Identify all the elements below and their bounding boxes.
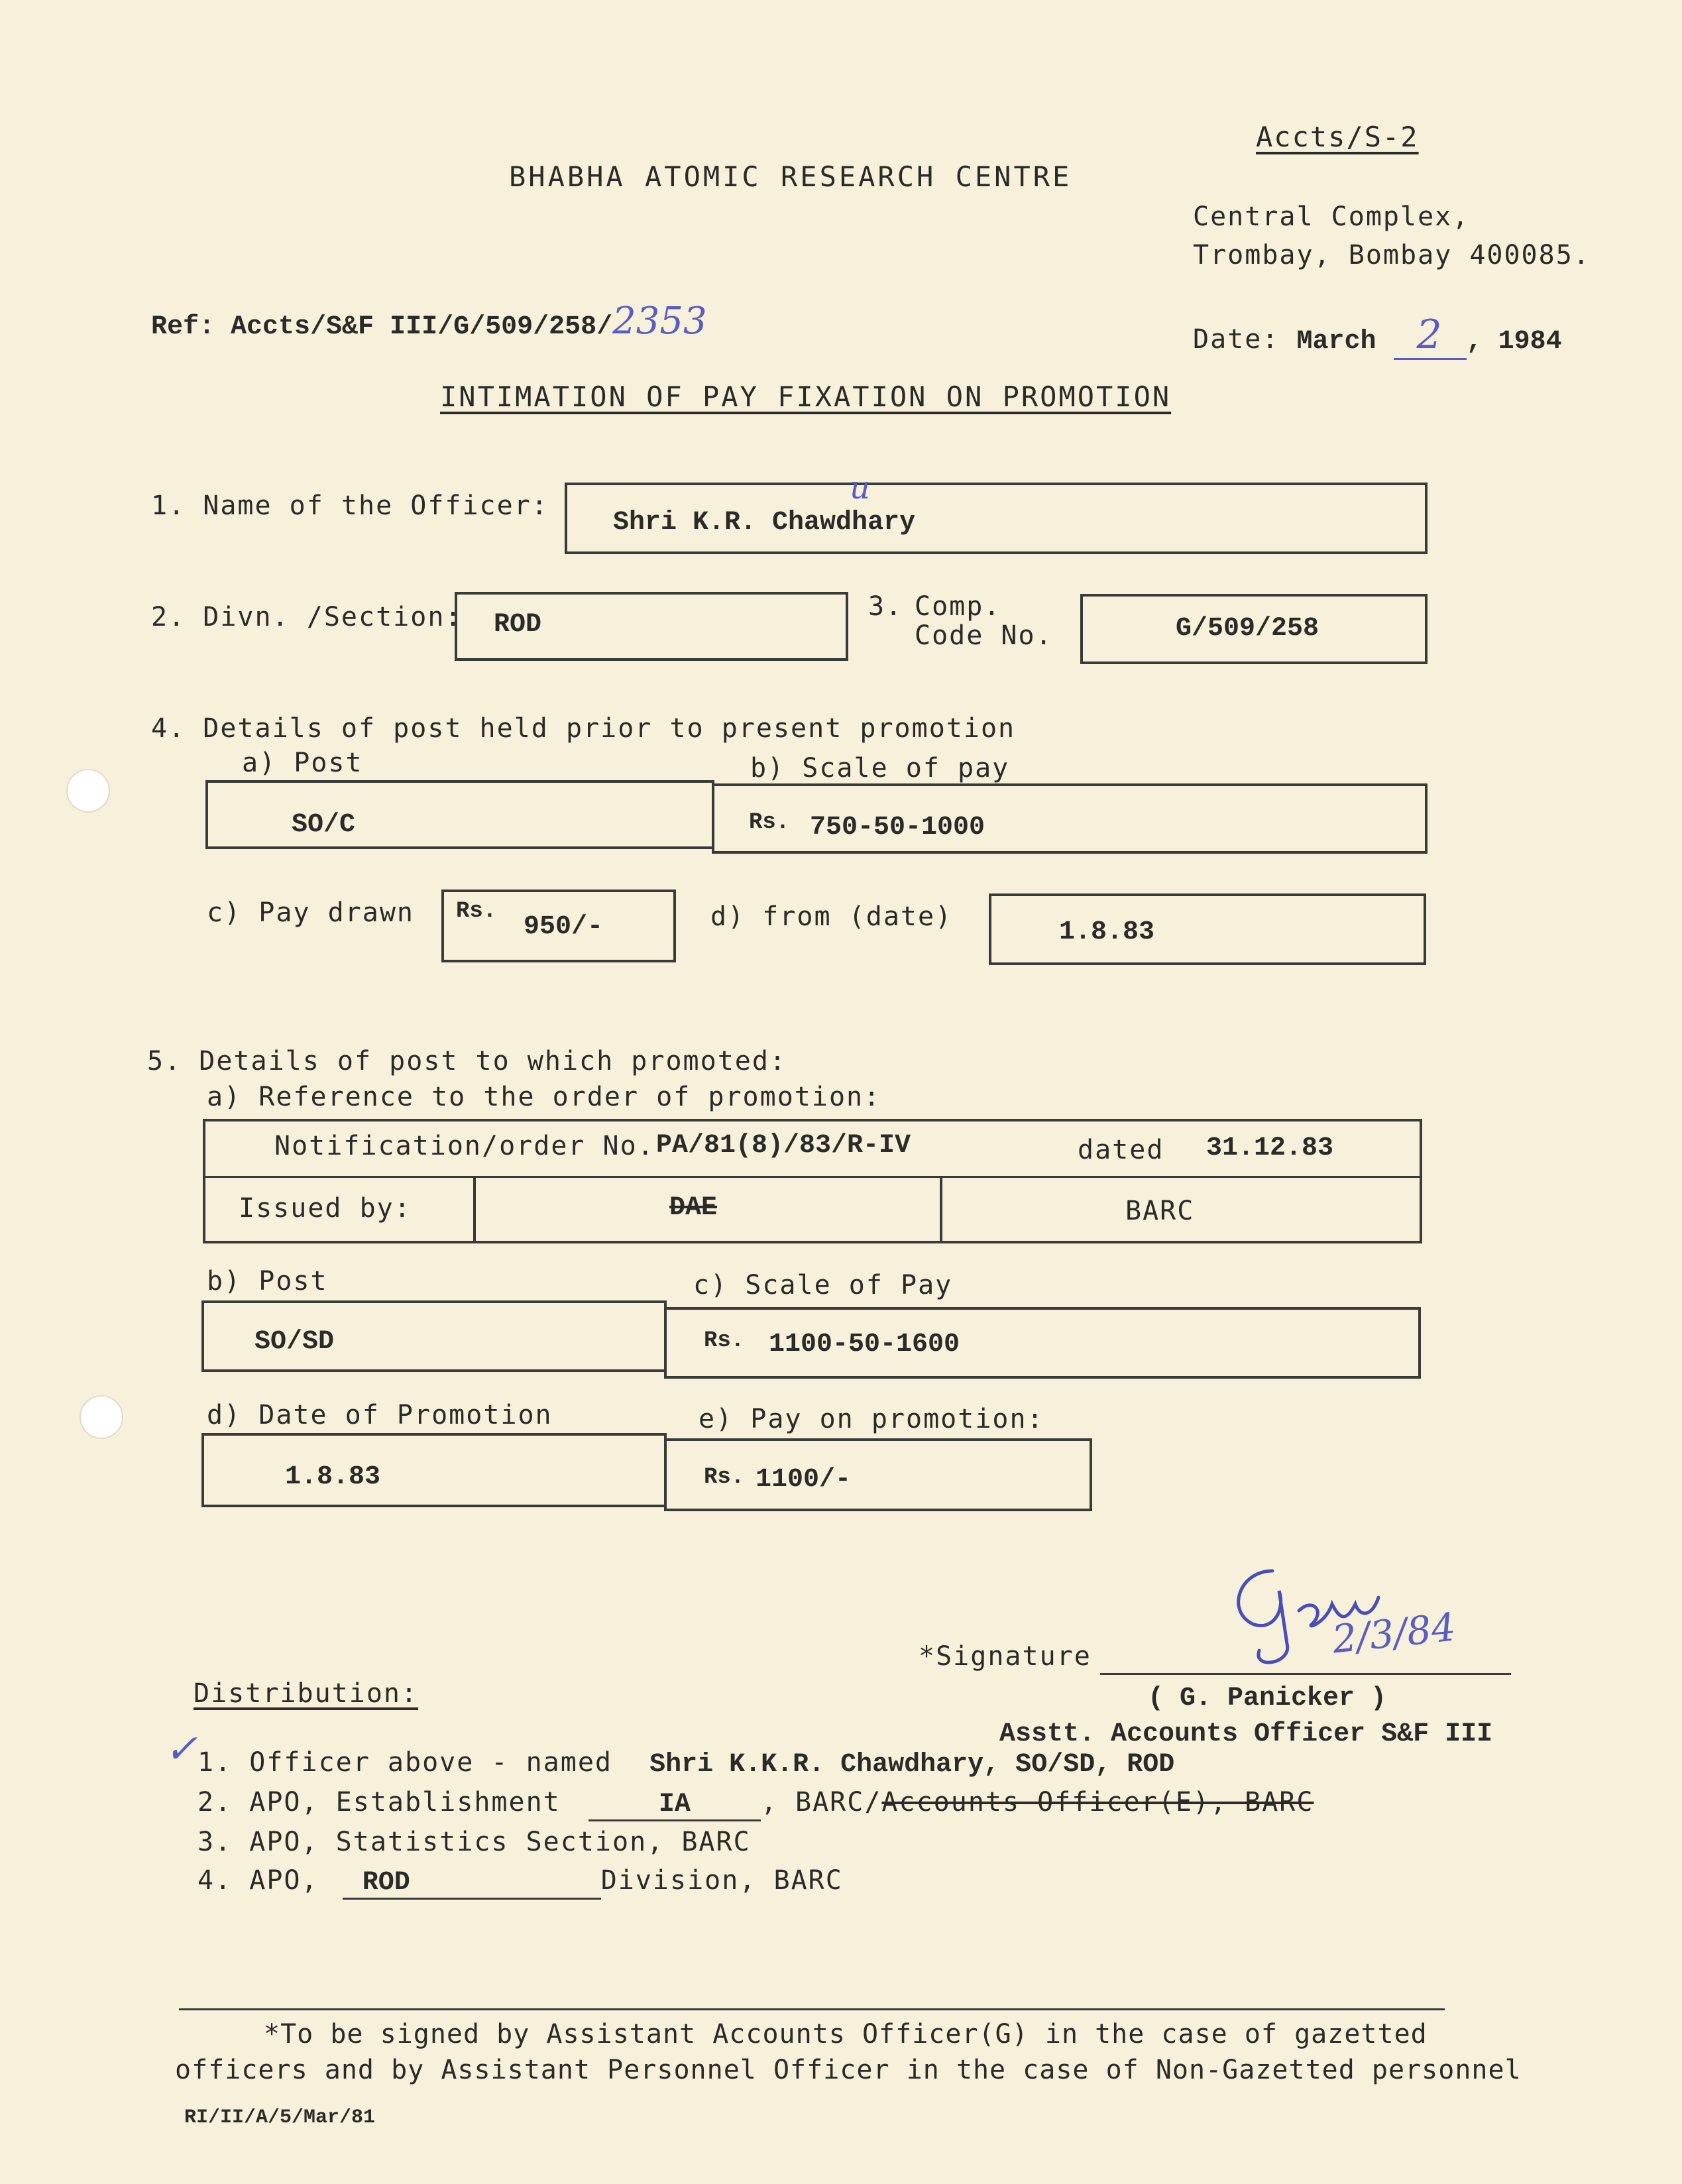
promoted-post-value: SO/SD [254, 1327, 335, 1357]
signature-label: *Signature [919, 1641, 1092, 1672]
date-day-handwritten: 2 [1394, 312, 1467, 360]
punch-hole-bottom [80, 1395, 123, 1439]
footer-form-ref: RI/II/A/5/Mar/81 [184, 2106, 376, 2129]
footer-rule [179, 2008, 1445, 2010]
promotion-pay-label: e) Pay on promotion: [699, 1404, 1044, 1434]
distribution-item-2: 2. APO, Establishment IA , BARC/Accounts Officer(E), BARC [197, 1787, 1314, 1821]
distribution-item-2-fill: IA [589, 1790, 761, 1821]
signatory-name: ( G. Panicker ) [1148, 1684, 1387, 1713]
form-code: Accts/S-2 [1256, 121, 1419, 153]
signatory-designation: Asstt. Accounts Officer S&F III [999, 1719, 1493, 1749]
pay-drawn-rs: Rs. [456, 899, 497, 924]
comp-code-value: G/509/258 [1176, 614, 1319, 644]
divn-label: 2. Divn. /Section: [151, 602, 463, 632]
divn-value: ROD [494, 610, 542, 640]
prior-post-box [205, 780, 714, 849]
promoted-scale-value: 1100-50-1600 [769, 1330, 960, 1359]
address-line1: Central Complex, [1193, 201, 1470, 232]
promotion-date-box [201, 1433, 667, 1507]
notification-value: PA/81(8)/83/R-IV [656, 1131, 911, 1161]
promotion-pay-rs: Rs. [704, 1465, 745, 1490]
notification-label: Notification/order No. [274, 1131, 655, 1161]
distribution-item-4-fill: ROD [343, 1868, 601, 1900]
dated-value: 31.12.83 [1206, 1133, 1334, 1163]
date-row: Date: March 2 , 1984 [1193, 312, 1562, 360]
from-date-box [989, 893, 1426, 965]
prior-scale-label: b) Scale of pay [750, 753, 1010, 783]
from-date-value: 1.8.83 [1059, 917, 1155, 947]
comp-label-line2: Code No. [915, 620, 1053, 651]
prior-post-heading: 4. Details of post held prior to present promotion [151, 713, 1016, 744]
promotion-pay-value: 1100/- [756, 1465, 852, 1495]
comp-label-num: 3. [868, 591, 903, 622]
issued-by-struck: DAE [669, 1193, 718, 1223]
issued-by-value: BARC [1125, 1196, 1195, 1226]
org-name: BHABHA ATOMIC RESEARCH CENTRE [509, 160, 1072, 193]
prior-scale-value: 750-50-1000 [810, 813, 985, 842]
from-date-label: d) from (date) [710, 901, 953, 932]
issued-by-label: Issued by: [239, 1193, 412, 1224]
pay-drawn-value: 950/- [524, 912, 604, 942]
prior-scale-rs: Rs. [749, 810, 790, 835]
comp-label-line1: Comp. [915, 591, 1001, 622]
officer-name-correction: u [850, 469, 870, 506]
address-line2: Trombay, Bombay 400085. [1193, 240, 1591, 270]
promotion-date-label: d) Date of Promotion [207, 1400, 553, 1430]
punch-hole-top [66, 769, 110, 813]
distribution-item-3: 3. APO, Statistics Section, BARC [197, 1827, 751, 1857]
form-title: INTIMATION OF PAY FIXATION ON PROMOTION [440, 380, 1172, 413]
distribution-item-1: 1. Officer above - named Shri K.K.R. Chawdhary, SO/SD, ROD [197, 1747, 1175, 1780]
prior-post-label: a) Post [242, 748, 363, 778]
promoted-scale-rs: Rs. [704, 1328, 745, 1353]
prior-post-value: SO/C [292, 810, 356, 840]
distribution-item-1-fill: Shri K.K.R. Chawdhary, SO/SD, ROD [649, 1750, 1175, 1780]
promoted-scale-label: c) Scale of Pay [693, 1270, 953, 1300]
promoted-post-label: b) Post [207, 1266, 328, 1296]
promotion-heading: 5. Details of post to which promoted: [147, 1046, 787, 1076]
footer-note-line2: officers and by Assistant Personnel Officer in the case of Non-Gazetted personnel [175, 2055, 1522, 2085]
promotion-date-value: 1.8.83 [285, 1462, 381, 1492]
ref-handwritten: 2353 [612, 300, 707, 343]
reference-table-divider [203, 1176, 1422, 1178]
reference-col-divider-1 [473, 1176, 476, 1243]
reference-col-divider-2 [940, 1176, 942, 1243]
distribution-item-2-struck: Accounts Officer(E), BARC [881, 1787, 1314, 1817]
reference-label: a) Reference to the order of promotion: [207, 1082, 881, 1112]
distribution-item-4: 4. APO, ROD Division, BARC [197, 1865, 843, 1900]
pay-drawn-label: c) Pay drawn [207, 897, 414, 928]
footer-note-line1: *To be signed by Assistant Accounts Officer(G) in the case of gazetted [264, 2019, 1428, 2049]
distribution-tick: ✓ [164, 1726, 198, 1772]
distribution-heading: Distribution: [194, 1678, 419, 1709]
dated-label: dated [1078, 1135, 1164, 1165]
ref-label: Ref: Accts/S&F III/G/509/258/2353 [151, 300, 707, 343]
officer-label: 1. Name of the Officer: [151, 490, 549, 521]
officer-name-value: Shri K.R. Chawdhary [613, 508, 916, 538]
signature-date-handwritten: 2/3/84 [1329, 1604, 1458, 1662]
